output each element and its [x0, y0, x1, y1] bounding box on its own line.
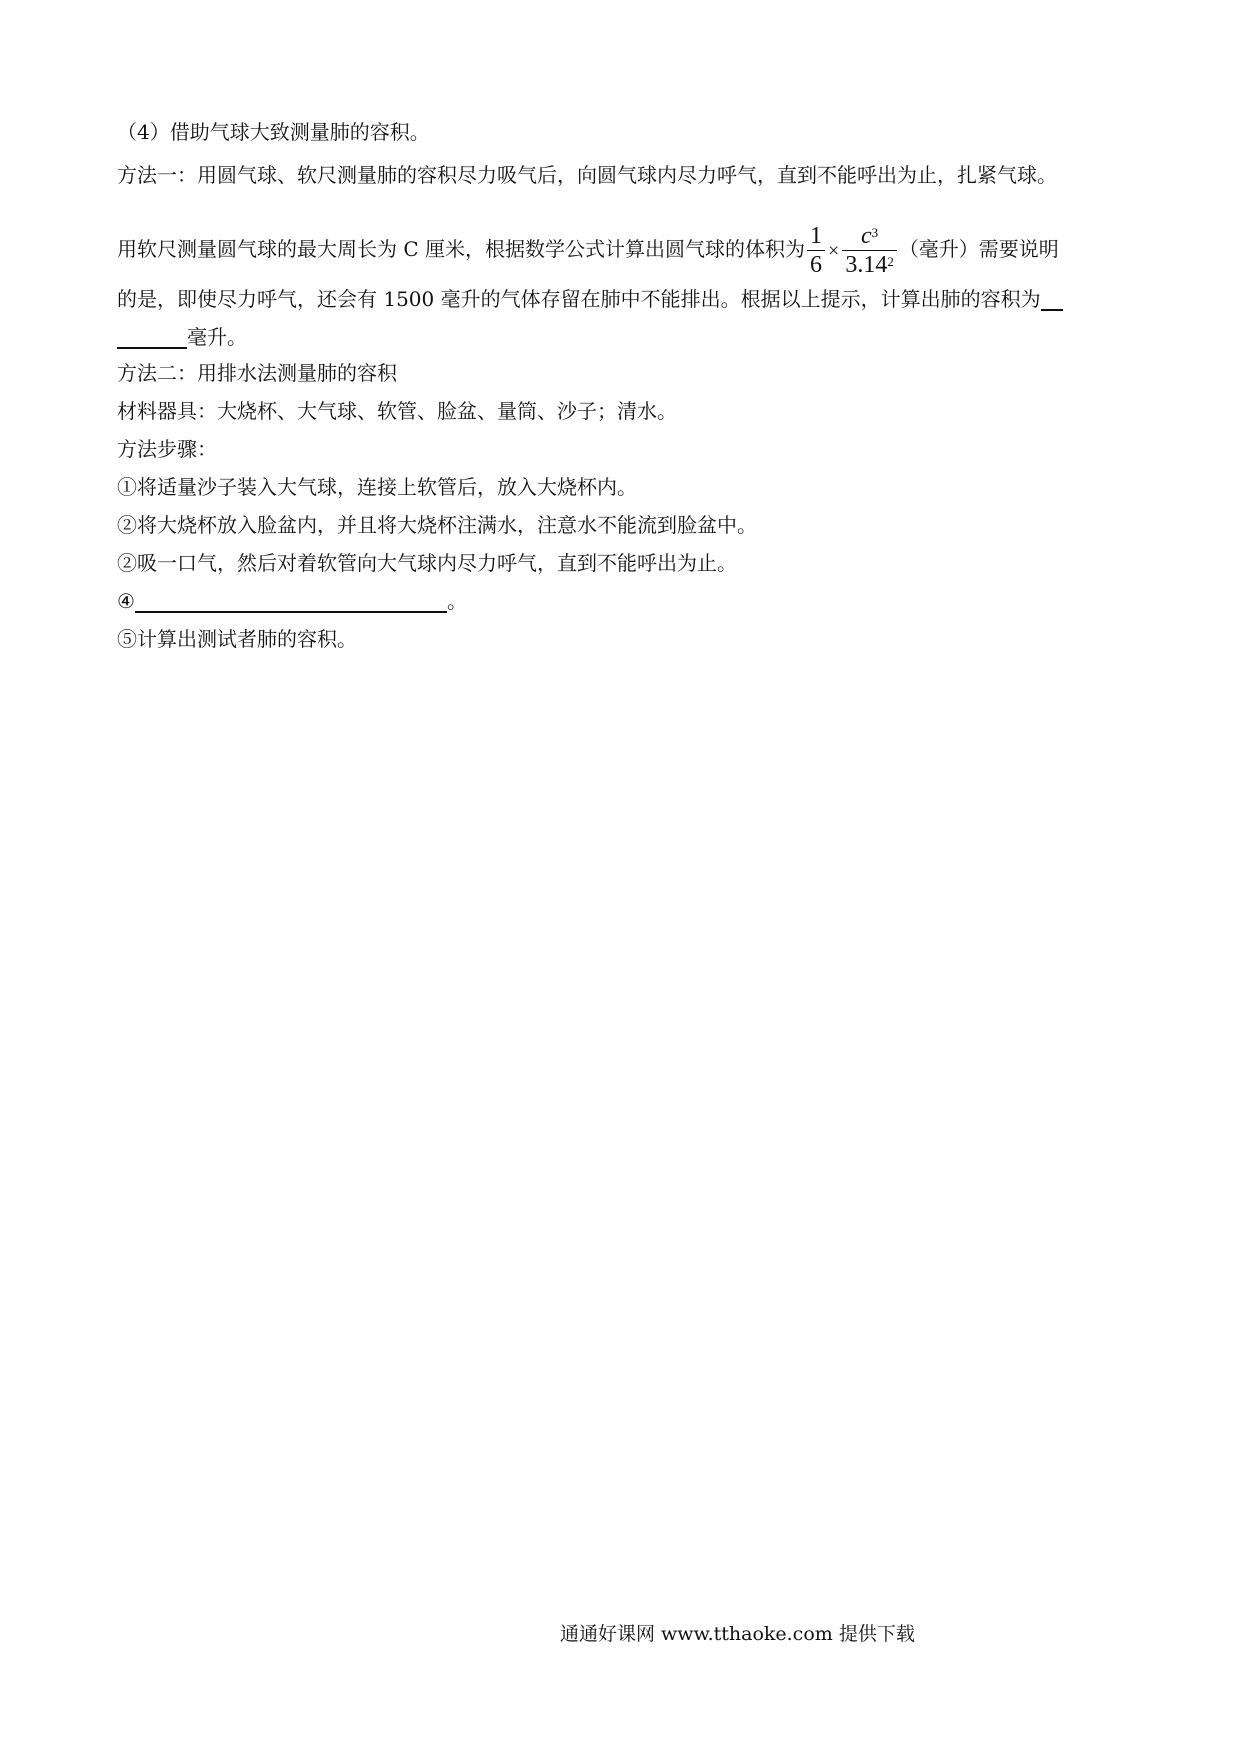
step4-period: 。	[446, 589, 467, 613]
step4-marker: ④	[117, 589, 135, 613]
fraction-numerator: 1	[807, 222, 825, 251]
answer-blank-lung-capacity-part2[interactable]	[117, 327, 187, 349]
question-4-heading: （4）借助气球大致测量肺的容积。	[117, 120, 430, 144]
fraction-denominator: 6	[810, 252, 823, 278]
method1-line1: 方法一：用圆气球、软尺测量肺的容积尽力吸气后，向圆气球内尽力呼气，直到不能呼出为止，扎紧气球。	[117, 163, 1057, 187]
method2-step3: ②吸一口气，然后对着软管向大气球内尽力呼气，直到不能呼出为止。	[117, 551, 737, 575]
method2-step2: ②将大烧杯放入脸盆内，并且将大烧杯注满水，注意水不能流到脸盆中。	[117, 513, 757, 537]
method1-line3-text: 的是，即使尽力呼气，还会有 1500 毫升的气体存留在肺中不能排出。根据以上提示，计算出肺的容积为	[117, 287, 1041, 311]
method2-step1: ①将适量沙子装入大气球，连接上软管后，放入大烧杯内。	[117, 475, 637, 499]
page-footer: 通通好课网 www.tthaoke.com 提供下载	[560, 1623, 915, 1645]
fraction-denominator	[842, 251, 897, 279]
method2-step4	[117, 589, 467, 613]
variable-c: c	[860, 223, 872, 249]
method1-line3	[117, 287, 1063, 311]
exponent: 3	[871, 225, 879, 240]
multiply-sign: ×	[828, 239, 840, 262]
fraction-c-cubed-over-pi-squared	[842, 222, 897, 279]
unit-ml: 毫升。	[187, 325, 247, 349]
exponent: 2	[887, 254, 894, 269]
method2-step5: ⑤计算出测试者肺的容积。	[117, 627, 357, 651]
fraction-one-sixth	[807, 222, 825, 279]
denominator-base: 3.14	[845, 252, 888, 278]
method1-line2	[117, 222, 1059, 279]
fraction-numerator	[842, 222, 897, 251]
method2-materials: 材料器具：大烧杯、大气球、软管、脸盆、量筒、沙子；清水。	[117, 399, 677, 423]
answer-blank-step4[interactable]	[135, 591, 447, 613]
answer-blank-lung-capacity-part1[interactable]	[1041, 289, 1063, 311]
method2-title: 方法二：用排水法测量肺的容积	[117, 361, 397, 385]
method2-steps-title: 方法步骤：	[117, 437, 217, 461]
method1-line2-post: （毫升）需要说明	[898, 237, 1059, 261]
method1-line2-pre: 用软尺测量圆气球的最大周长为 C 厘米，根据数学公式计算出圆气球的体积为	[117, 237, 806, 261]
method1-line4	[117, 325, 247, 349]
